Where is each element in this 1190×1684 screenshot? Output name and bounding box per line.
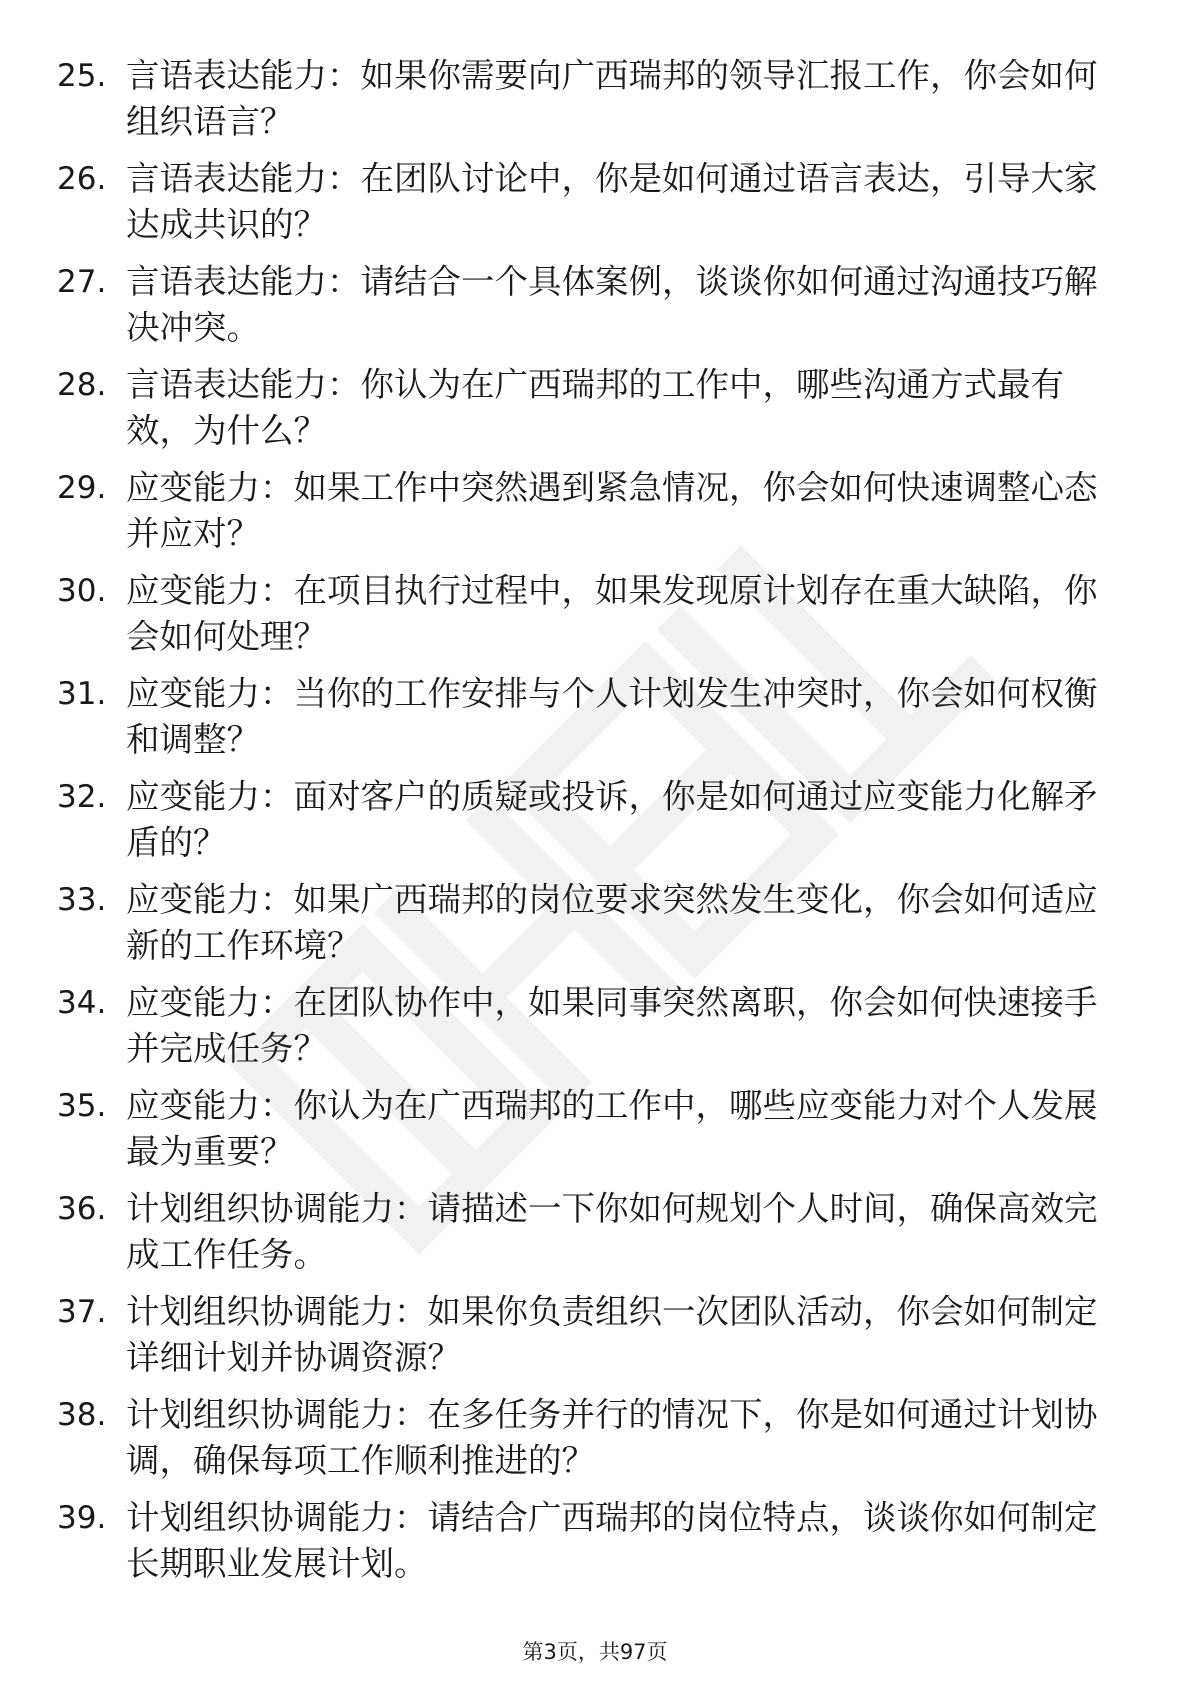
- question-number: 39.: [57, 1500, 107, 1536]
- question-text: 应变能力：在团队协作中，如果同事突然离职，你会如何快速接手并完成任务？: [126, 983, 1098, 1068]
- question-number: 27.: [57, 264, 107, 300]
- question-item: [0, 766, 1190, 869]
- question-text: 言语表达能力：你认为在广西瑞邦的工作中，哪些沟通方式最有效，为什么？: [126, 365, 1064, 450]
- question-text: 言语表达能力：请结合一个具体案例，谈谈你如何通过沟通技巧解决冲突。: [126, 262, 1098, 347]
- question-text: 计划组织协调能力：如果你负责组织一次团队活动，你会如何制定详细计划并协调资源？: [126, 1292, 1098, 1377]
- page-indicator: 第3页，共97页: [522, 1640, 668, 1664]
- question-number: 25.: [57, 58, 107, 94]
- question-item: [0, 148, 1190, 251]
- question-text: 应变能力：面对客户的质疑或投诉，你是如何通过应变能力化解矛盾的？: [126, 777, 1098, 862]
- question-text: 应变能力：当你的工作安排与个人计划发生冲突时，你会如何权衡和调整？: [126, 674, 1098, 759]
- question-item: [0, 1178, 1190, 1281]
- question-item: [0, 251, 1190, 354]
- question-number: 35.: [57, 1088, 107, 1124]
- question-number: 32.: [57, 779, 107, 815]
- question-number: 30.: [57, 573, 107, 609]
- question-item: [0, 45, 1190, 148]
- question-item: [0, 1487, 1190, 1590]
- question-number: 33.: [57, 882, 107, 918]
- question-text: 计划组织协调能力：请描述一下你如何规划个人时间，确保高效完成工作任务。: [126, 1189, 1098, 1274]
- question-item: [0, 354, 1190, 457]
- question-number: 37.: [57, 1294, 107, 1330]
- question-number: 36.: [57, 1191, 107, 1227]
- question-item: [0, 1075, 1190, 1178]
- question-number: 29.: [57, 470, 107, 506]
- question-item: [0, 972, 1190, 1075]
- question-text: 计划组织协调能力：请结合广西瑞邦的岗位特点，谈谈你如何制定长期职业发展计划。: [126, 1498, 1098, 1583]
- question-list: [0, 45, 1190, 1590]
- question-number: 38.: [57, 1397, 107, 1433]
- question-item: [0, 663, 1190, 766]
- question-text: 言语表达能力：如果你需要向广西瑞邦的领导汇报工作，你会如何组织语言？: [126, 56, 1098, 141]
- question-text: 言语表达能力：在团队讨论中，你是如何通过语言表达，引导大家达成共识的？: [126, 159, 1098, 244]
- question-text: 应变能力：如果广西瑞邦的岗位要求突然发生变化，你会如何适应新的工作环境？: [126, 880, 1098, 965]
- question-item: [0, 560, 1190, 663]
- question-text: 计划组织协调能力：在多任务并行的情况下，你是如何通过计划协调，确保每项工作顺利推进的？: [126, 1395, 1098, 1480]
- question-number: 34.: [57, 985, 107, 1021]
- question-text: 应变能力：你认为在广西瑞邦的工作中，哪些应变能力对个人发展最为重要？: [126, 1086, 1098, 1171]
- question-number: 31.: [57, 676, 107, 712]
- question-number: 26.: [57, 161, 107, 197]
- question-item: [0, 457, 1190, 560]
- question-item: [0, 1281, 1190, 1384]
- question-text: 应变能力：在项目执行过程中，如果发现原计划存在重大缺陷，你会如何处理？: [126, 571, 1098, 656]
- question-item: [0, 1384, 1190, 1487]
- question-item: [0, 869, 1190, 972]
- question-text: 应变能力：如果工作中突然遇到紧急情况，你会如何快速调整心态并应对？: [126, 468, 1098, 553]
- question-number: 28.: [57, 367, 107, 403]
